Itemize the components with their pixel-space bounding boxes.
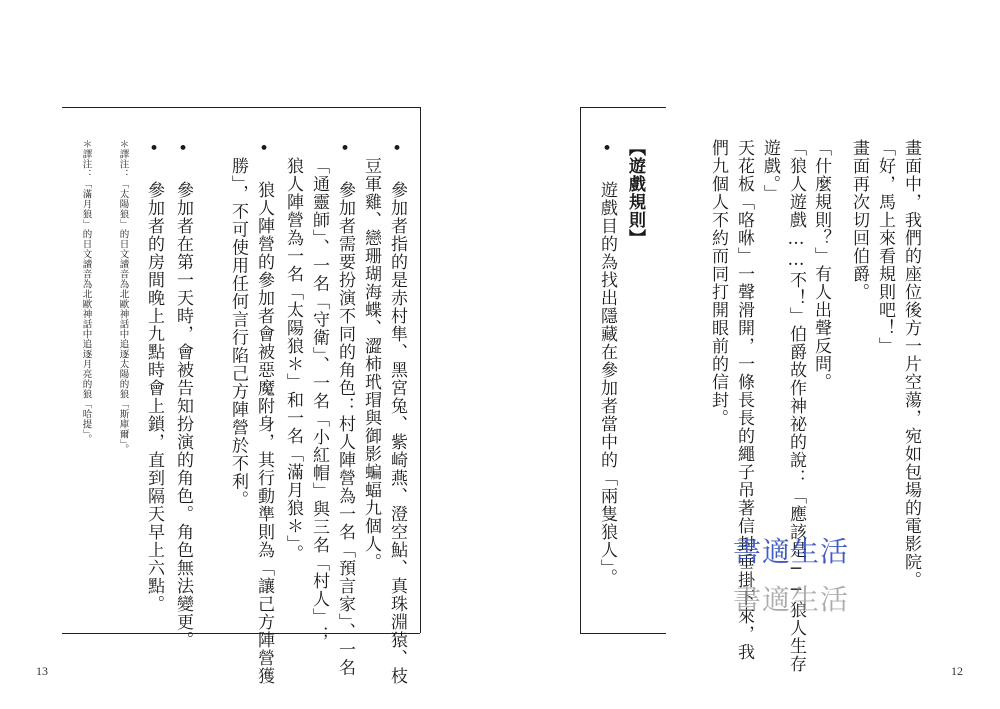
rule-line: 「通靈師」、一名「守衛」、一名「小紅帽」與三名「村人」； xyxy=(309,157,329,644)
narrative-line: 天花板「咯咻」一聲滑開，一條長長的繩子吊著信封垂掛下來，我 xyxy=(734,139,754,661)
narrative-line: 「狼人遊戲……不！」伯爵故作神祕的說：「應該是──狼人生存 xyxy=(786,139,806,673)
watermark-gray: 書適生活 xyxy=(733,583,850,616)
left-frame-right-rule xyxy=(420,107,421,633)
narrative-line: 畫面中，我們的座位後方一片空蕩，宛如包場的電影院。 xyxy=(901,139,921,589)
left-frame-bottom-rule xyxy=(62,633,420,634)
rule-line: 狼人陣營為一名「太陽狼＊」和一名「滿月狼＊」。 xyxy=(283,157,303,563)
rule-line: • 參加者的房間晚上九點時會上鎖，直到隔天早上六點。 xyxy=(144,139,164,613)
page-number-left: 13 xyxy=(36,664,48,678)
narrative-line: 「好，馬上來看規則吧！」 xyxy=(875,139,895,355)
rule-line: • 參加者需要扮演不同的角色：村人陣營為一名「預言家」、一名 xyxy=(335,139,355,677)
narrative-line: 「什麼規則？」有人出聲反問。 xyxy=(811,139,831,391)
right-frame-bottom-rule xyxy=(580,633,666,634)
rule-line: 勝」，不可使用任何言行陷己方陣營於不利。 xyxy=(228,157,248,509)
translator-note: ＊譯注：「太陽狼」的日文讀音為北歐神話中追逐太陽的狼「斯庫爾」。 xyxy=(117,139,129,455)
narrative-line: 們九個人不約而同打開眼前的信封。 xyxy=(708,139,728,427)
rule-line: • 狼人陣營的參加者會被惡魔附身，其行動準則為「讓己方陣營獲 xyxy=(254,139,274,685)
right-frame-top-rule xyxy=(580,107,666,108)
rules-heading: 【遊戲規則】 xyxy=(625,139,645,247)
left-frame-top-rule xyxy=(62,107,420,108)
right-frame-left-rule xyxy=(580,107,581,633)
translator-note: ＊譯注：「滿月狼」的日文讀音為北歐神話中追逐月亮的狼「哈提」。 xyxy=(80,139,92,445)
watermark-blue: 書適生活 xyxy=(733,535,850,568)
rule-line: 豆軍雞、戀珊瑚海蝶、澀柿玳瑁與御影蝙蝠九個人。 xyxy=(361,157,381,571)
rule-line: • 遊戲目的為找出隱藏在參加者當中的「兩隻狼人」。 xyxy=(597,139,617,587)
narrative-line: 遊戲。」 xyxy=(760,139,780,203)
page-number-right: 12 xyxy=(951,664,963,678)
rule-line: • 參加者在第一天時，會被告知扮演的角色。角色無法變更。 xyxy=(173,139,193,649)
narrative-line: 畫面再次切回伯爵。 xyxy=(849,139,869,301)
rule-line: • 參加者指的是赤村隼、黑宮兔、紫崎燕、澄空鮎、真珠淵猿、枝 xyxy=(387,139,407,685)
